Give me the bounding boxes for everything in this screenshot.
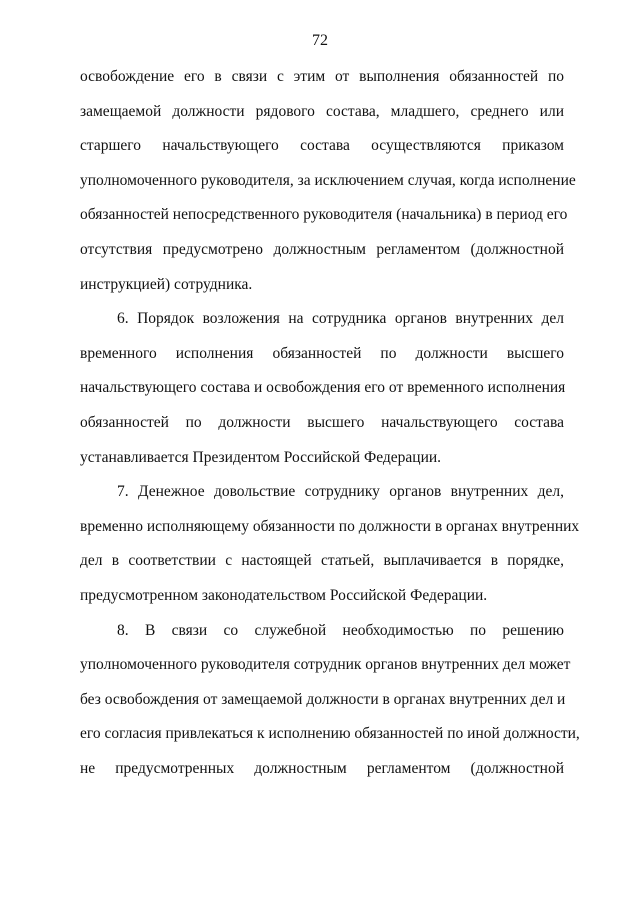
text-line: обязанностей по должности высшего начальствующего состава bbox=[80, 413, 564, 431]
text-line: 6. Порядок возложения на сотрудника органов внутренних дел bbox=[117, 310, 564, 328]
text-line: 7. Денежное довольствие сотруднику органов внутренних дел, bbox=[117, 483, 564, 501]
paragraph-1 bbox=[80, 60, 576, 302]
text-line: дел в соответствии с настоящей статьей, выплачивается в порядке, bbox=[80, 552, 564, 570]
page-number: 72 bbox=[312, 32, 328, 49]
document-body bbox=[80, 60, 580, 786]
text-line: замещаемой должности рядового состава, младшего, среднего или bbox=[80, 102, 564, 120]
text-line: предусмотренном законодательством Российской Федерации. bbox=[80, 586, 488, 604]
text-line: устанавливается Президентом Российской Федерации. bbox=[80, 448, 442, 466]
text-line: не предусмотренных должностным регламентом (должностной bbox=[80, 759, 564, 777]
text-line: уполномоченного руководителя, за исключением случая, когда исполнение bbox=[80, 171, 576, 189]
text-line: инструкцией) сотрудника. bbox=[80, 275, 253, 293]
text-line: отсутствия предусмотрено должностным регламентом (должностной bbox=[80, 240, 564, 258]
paragraph-4 bbox=[80, 614, 580, 787]
text-line: без освобождения от замещаемой должности в органах внутренних дел и bbox=[80, 690, 566, 708]
text-line: временного исполнения обязанностей по должности высшего bbox=[80, 344, 564, 362]
paragraph-2 bbox=[80, 302, 564, 475]
text-line: его согласия привлекаться к исполнению обязанностей по иной должности, bbox=[80, 725, 580, 743]
paragraph-3 bbox=[80, 475, 580, 613]
text-line: 8. В связи со служебной необходимостью по решению bbox=[117, 621, 564, 639]
text-line: временно исполняющему обязанности по должности в органах внутренних bbox=[80, 517, 580, 535]
text-line: освобождение его в связи с этим от выполнения обязанностей по bbox=[80, 68, 564, 85]
text-line: начальствующего состава и освобождения его от временного исполнения bbox=[80, 379, 566, 397]
text-line: обязанностей непосредственного руководителя (начальника) в период его bbox=[80, 206, 568, 224]
text-line: старшего начальствующего состава осуществляются приказом bbox=[80, 137, 564, 155]
text-line: уполномоченного руководителя сотрудник органов внутренних дел может bbox=[80, 656, 571, 674]
